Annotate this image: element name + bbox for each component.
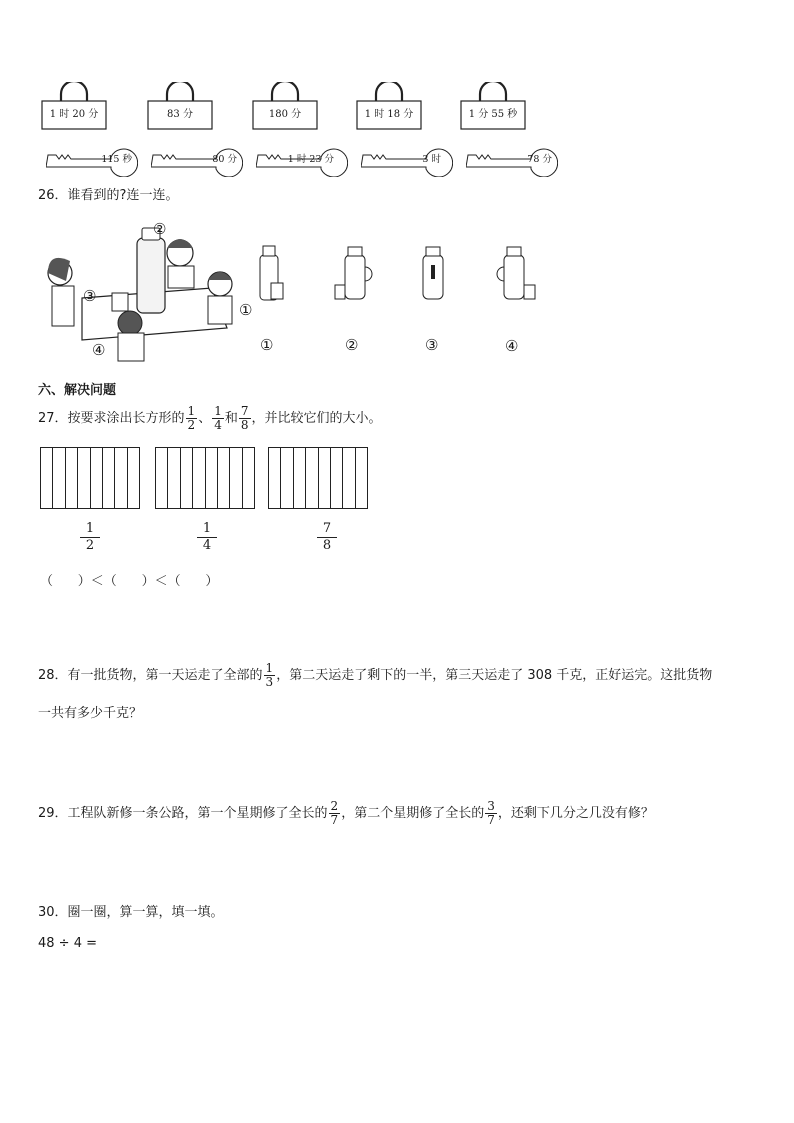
lock-label: 83 分 (167, 109, 193, 120)
view-option-1-icon (255, 243, 285, 301)
scene-label-3: ③ (83, 287, 97, 305)
key-label: 115 秒 (101, 154, 132, 165)
key-label: 1 时 23 分 (287, 154, 334, 165)
key-4 (361, 145, 453, 177)
lock-label: 1 时 18 分 (364, 109, 414, 120)
key-3 (256, 145, 348, 177)
scene-label-4: ④ (92, 341, 106, 359)
section-title: 六、解决问题 (38, 383, 117, 398)
scene-label-2: ② (153, 220, 167, 238)
rectangle-eighths[interactable] (268, 447, 368, 509)
fraction: $\frac{2}{7}$ (330, 799, 339, 827)
option-label-3: ③ (425, 336, 439, 354)
key-2 (151, 145, 243, 177)
view-option-2-icon (333, 245, 375, 301)
question-26: 26．谁看到的?连一连。 (38, 188, 179, 203)
lock-label: 1 分 55 秒 (468, 109, 518, 120)
key-label: 80 分 (212, 154, 237, 165)
rect-fraction-1: $\frac{1}{2}$ (80, 521, 100, 554)
fraction: $\frac{7}{8}$ (240, 404, 249, 432)
key-1 (46, 145, 138, 177)
lock-2 (147, 82, 213, 130)
key-5 (466, 145, 558, 177)
scene-label-1: ① (239, 301, 253, 319)
lock-5 (460, 82, 526, 130)
lock-3 (252, 82, 318, 130)
division-expression: 48 ÷ 4 = (38, 936, 97, 951)
option-label-2: ② (345, 336, 359, 354)
lock-label: 1 时 20 分 (49, 109, 99, 120)
view-option-4-icon (494, 245, 538, 301)
fraction: $\frac{3}{7}$ (487, 799, 495, 827)
fraction: $\frac{1}{4}$ (214, 404, 222, 432)
scene-illustration (42, 218, 257, 363)
fraction: $\frac{1}{2}$ (187, 404, 196, 432)
rectangle-quarters[interactable] (155, 447, 255, 509)
key-label: 3 时 (422, 154, 441, 165)
question-27: 27．按要求涂出长方形的 $\frac{1}{2}$ 、 $\frac{1}{4}$ 和 $\frac{7}{8}$ ，并比较它们的大小。 (38, 404, 382, 432)
lock-4 (356, 82, 422, 130)
question-28-line2: 一共有多少千克？ (38, 706, 143, 721)
question-28: 28．有一批货物，第一天运走了全部的 $\frac{1}{3}$ ，第二天运走了剩下的一半，第三天运走了 308 千克，正好运完。这批货物 (38, 661, 713, 689)
question-29: 29．工程队新修一条公路，第一个星期修了全长的 $\frac{2}{7}$ ，第二个星期修了全长的 $\frac{3}{7}$ ，还剩下几分之几没有修？ (38, 799, 654, 827)
question-30: 30．圈一圈，算一算，填一填。 (38, 905, 224, 920)
rect-fraction-3: $\frac{7}{8}$ (317, 521, 337, 554)
rectangle-halves[interactable] (40, 447, 140, 509)
option-label-4: ④ (505, 337, 519, 355)
lock-1 (41, 82, 107, 130)
rect-fraction-2: $\frac{1}{4}$ (197, 521, 217, 554)
lock-label: 180 分 (268, 109, 302, 120)
view-option-3-icon (418, 245, 448, 301)
fraction: $\frac{1}{3}$ (265, 661, 274, 689)
comparison-blanks[interactable]: （ ）＜（ ）＜（ ） (40, 574, 219, 589)
option-label-1: ① (260, 336, 274, 354)
key-label: 78 分 (527, 154, 552, 165)
